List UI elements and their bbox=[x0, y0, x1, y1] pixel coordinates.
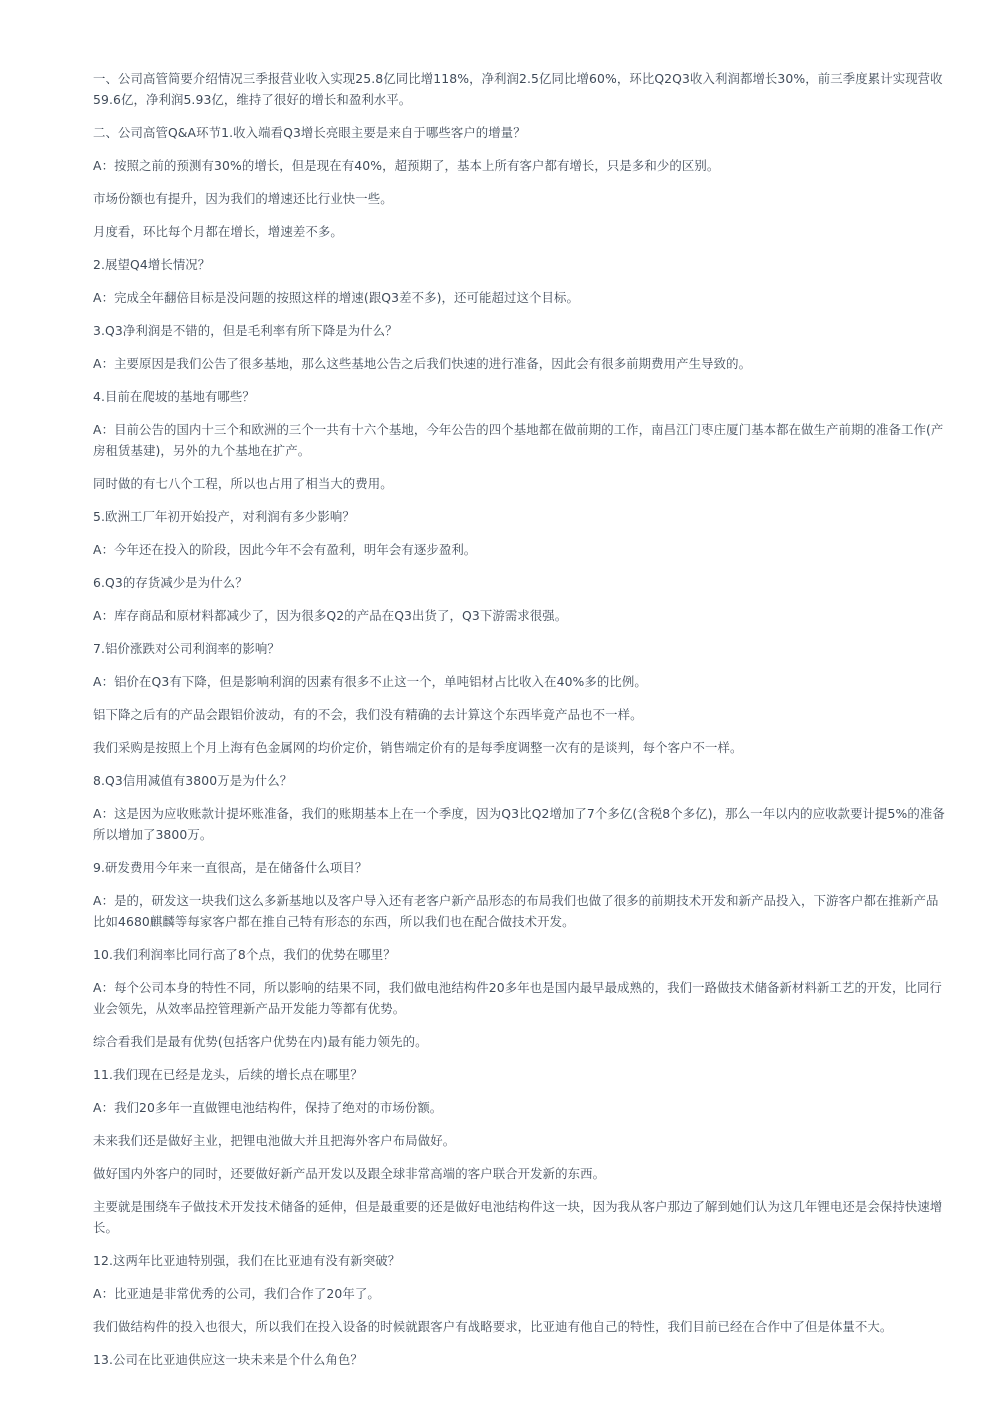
paragraph-question: 9.研发费用今年来一直很高，是在储备什么项目？ bbox=[93, 860, 368, 875]
paragraph-question: 6.Q3的存货减少是为什么？ bbox=[93, 575, 248, 590]
paragraph-question: 3.Q3净利润是不错的，但是毛利率有所下降是为什么？ bbox=[93, 323, 398, 338]
paragraph-answer: 综合看我们是最有优势(包括客户优势在内)最有能力领先的。 bbox=[93, 1034, 428, 1049]
paragraph-answer: 我们采购是按照上个月上海有色金属网的均价定价，销售端定价有的是每季度调整一次有的是谈判，每个客户不一样。 bbox=[93, 740, 743, 755]
paragraph-answer: A：这是因为应收账款计提坏账准备，我们的账期基本上在一个季度，因为Q3比Q2增加了7个多亿(含税8个多亿)，那么一年以内的应收款要计提5%的准备所以增加了3800万。 bbox=[93, 806, 945, 842]
paragraph-question: 12.这两年比亚迪特别强，我们在比亚迪有没有新突破？ bbox=[93, 1253, 401, 1268]
paragraph-answer: 同时做的有七八个工程，所以也占用了相当大的费用。 bbox=[93, 476, 393, 491]
paragraph-intro-summary: 一、公司高管简要介绍情况三季报营业收入实现25.8亿同比增118%，净利润2.5亿同比增60%，环比Q2Q3收入利润都增长30%，前三季度累计实现营收59.6亿，净利润5.93亿，维持了很好的增长和盈利水平。 bbox=[93, 71, 943, 107]
paragraph-answer: A：我们20多年一直做锂电池结构件，保持了绝对的市场份额。 bbox=[93, 1100, 443, 1115]
paragraph-answer: 做好国内外客户的同时，还要做好新产品开发以及跟全球非常高端的客户联合开发新的东西。 bbox=[93, 1166, 606, 1181]
document-body bbox=[93, 68, 945, 1382]
paragraph-answer: A：是的，研发这一块我们这么多新基地以及客户导入还有老客户新产品形态的布局我们也做了很多的前期技术开发和新产品投入，下游客户都在推新产品比如4680麒麟等每家客户都在推自己特有形态的东西，所以我们也在配合做技术开发。 bbox=[93, 893, 939, 929]
paragraph-answer: 铝下降之后有的产品会跟铝价波动，有的不会，我们没有精确的去计算这个东西毕竟产品也不一样。 bbox=[93, 707, 643, 722]
paragraph-answer: A：完成全年翻倍目标是没问题的按照这样的增速(跟Q3差不多)，还可能超过这个目标。 bbox=[93, 290, 579, 305]
paragraph-answer: 我们做结构件的投入也很大，所以我们在投入设备的时候就跟客户有战略要求，比亚迪有他自己的特性，我们目前已经在合作中了但是体量不大。 bbox=[93, 1319, 893, 1334]
paragraph-question: 2.展望Q4增长情况？ bbox=[93, 257, 211, 272]
paragraph-answer: A：库存商品和原材料都减少了，因为很多Q2的产品在Q3出货了，Q3下游需求很强。 bbox=[93, 608, 568, 623]
paragraph-question: 7.铝价涨跌对公司利润率的影响？ bbox=[93, 641, 280, 656]
paragraph-answer: 未来我们还是做好主业，把锂电池做大并且把海外客户布局做好。 bbox=[93, 1133, 456, 1148]
paragraph-question: 8.Q3信用减值有3800万是为什么？ bbox=[93, 773, 293, 788]
paragraph-qa-question-1: 二、公司高管Q&A环节1.收入端看Q3增长亮眼主要是来自于哪些客户的增量？ bbox=[93, 125, 526, 140]
paragraph-question: 13.公司在比亚迪供应这一块未来是个什么角色？ bbox=[93, 1352, 363, 1367]
paragraph-answer: 主要就是围绕车子做技术开发技术储备的延伸，但是最重要的还是做好电池结构件这一块，因为我从客户那边了解到她们认为这几年锂电还是会保持快速增长。 bbox=[93, 1199, 943, 1235]
paragraph-question: 4.目前在爬坡的基地有哪些？ bbox=[93, 389, 255, 404]
paragraph-answer: A：今年还在投入的阶段，因此今年不会有盈利，明年会有逐步盈利。 bbox=[93, 542, 477, 557]
paragraph-answer: A：目前公告的国内十三个和欧洲的三个一共有十六个基地，今年公告的四个基地都在做前期的工作，南昌江门枣庄厦门基本都在做生产前期的准备工作(产房租赁基建)，另外的九个基地在扩产。 bbox=[93, 422, 944, 458]
paragraph-answer: A：铝价在Q3有下降，但是影响利润的因素有很多不止这一个，单吨铝材占比收入在40%多的比例。 bbox=[93, 674, 647, 689]
paragraph-answer: 市场份额也有提升，因为我们的增速还比行业快一些。 bbox=[93, 191, 393, 206]
paragraph-answer: A：比亚迪是非常优秀的公司，我们合作了20年了。 bbox=[93, 1286, 380, 1301]
paragraph-question: 10.我们利润率比同行高了8个点，我们的优势在哪里？ bbox=[93, 947, 396, 962]
paragraph-answer: 月度看，环比每个月都在增长，增速差不多。 bbox=[93, 224, 343, 239]
paragraph-question: 11.我们现在已经是龙头，后续的增长点在哪里？ bbox=[93, 1067, 363, 1082]
paragraph-question: 5.欧洲工厂年初开始投产，对利润有多少影响？ bbox=[93, 509, 355, 524]
paragraph-answer: A：按照之前的预测有30%的增长，但是现在有40%，超预期了，基本上所有客户都有增长，只是多和少的区别。 bbox=[93, 158, 720, 173]
paragraph-answer: A：每个公司本身的特性不同，所以影响的结果不同，我们做电池结构件20多年也是国内最早最成熟的，我们一路做技术储备新材料新工艺的开发，比同行业会领先，从效率品控管理新产品开发能力等都有优势。 bbox=[93, 980, 942, 1016]
paragraph-answer: A：主要原因是我们公告了很多基地，那么这些基地公告之后我们快速的进行准备，因此会有很多前期费用产生导致的。 bbox=[93, 356, 752, 371]
